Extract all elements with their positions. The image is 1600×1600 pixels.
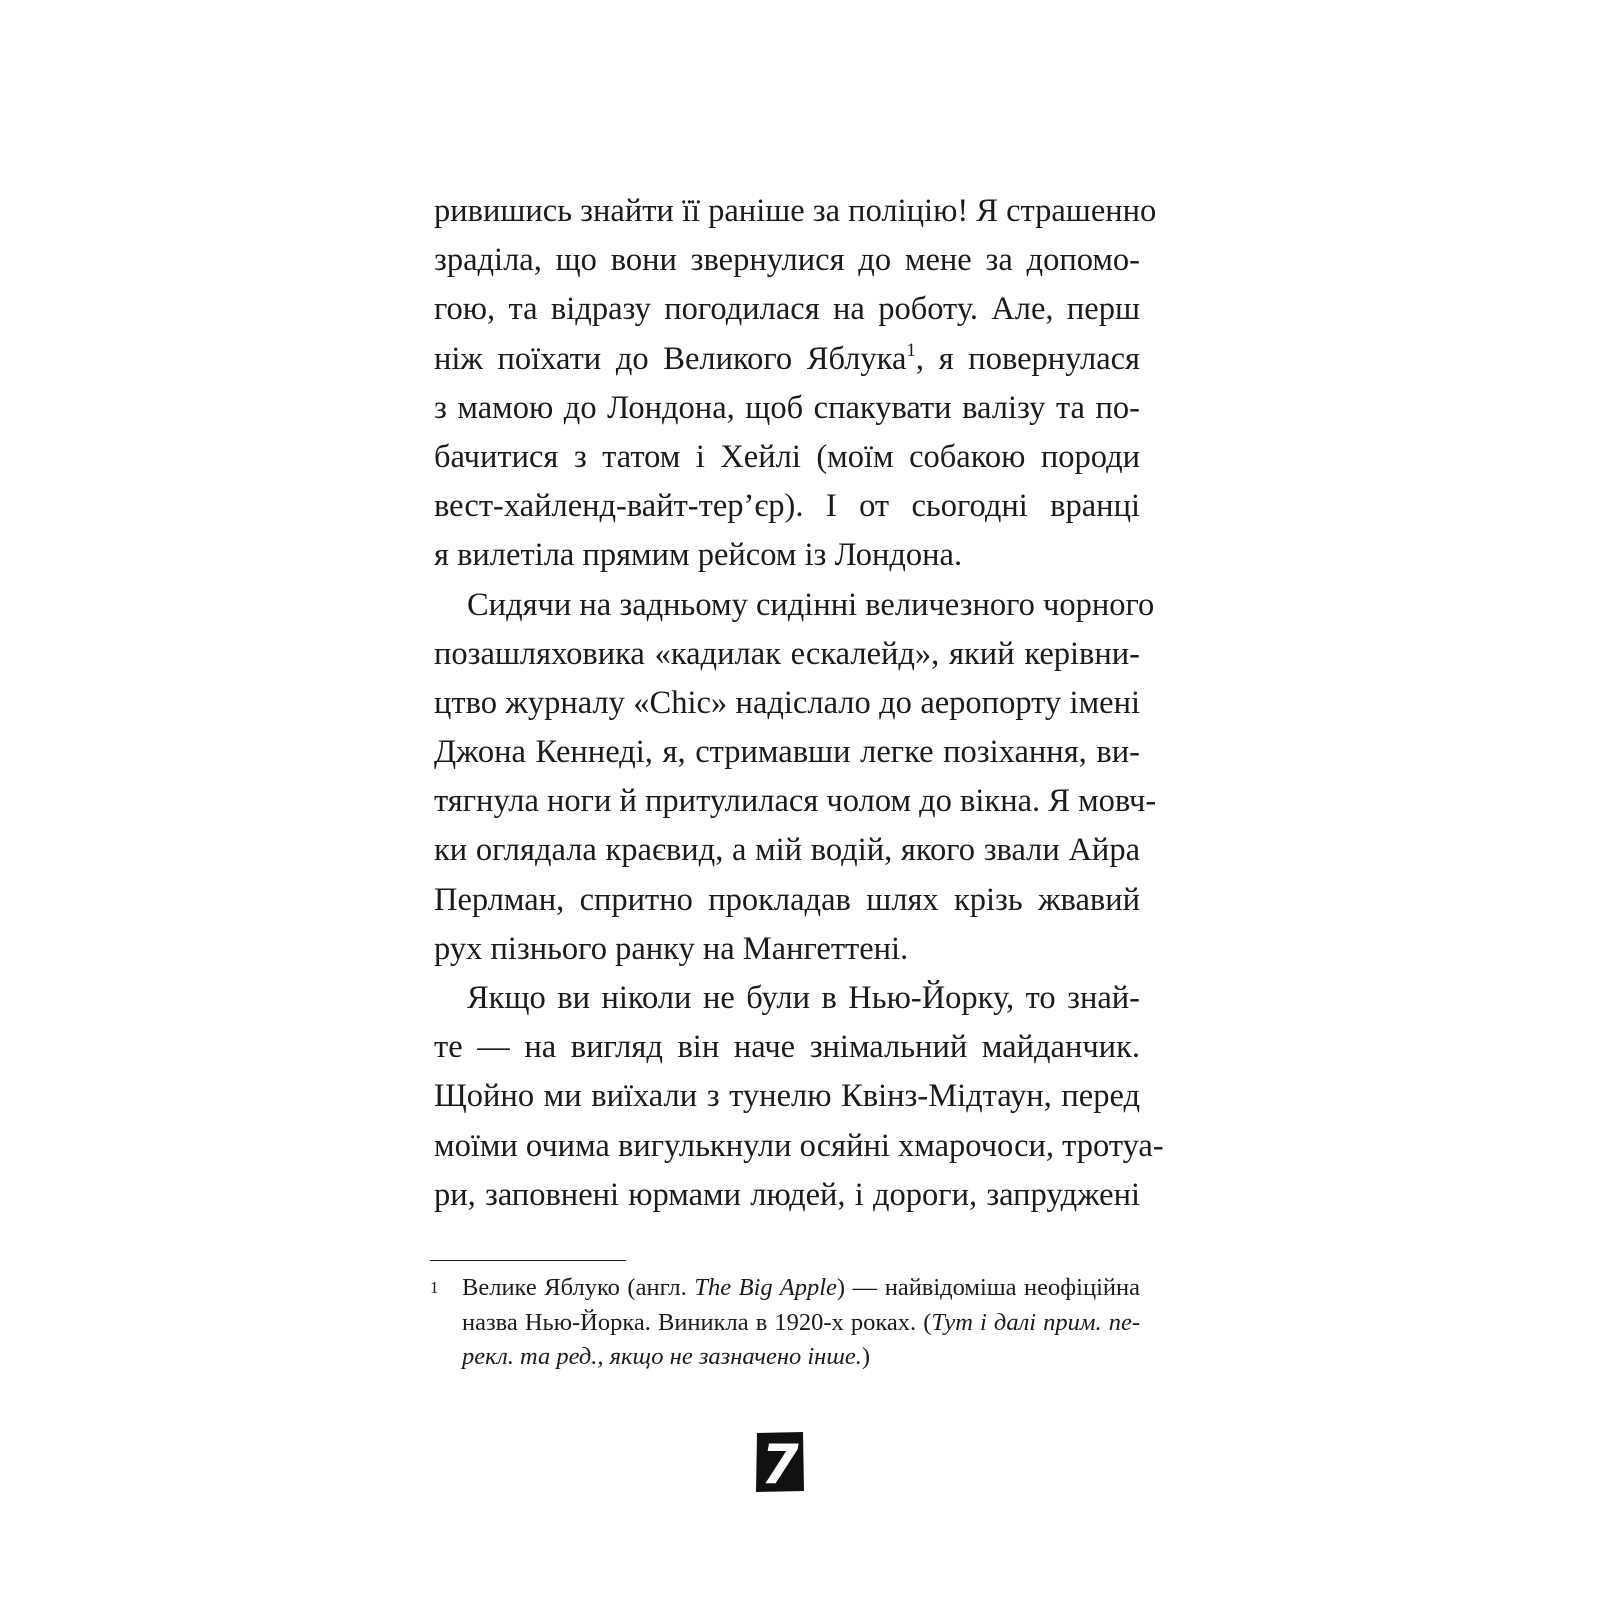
text-line: ки оглядала краєвид, а мій водій, якого звали Айра [434,832,1140,869]
text-line: гою, та відразу погодилася на роботу. Але, перш [434,291,1140,328]
text-line: рух пізнього ранку на Мангеттені. [434,930,909,967]
footnote-text: назва Нью-Йорка. Виникла в 1920-х роках. ( [462,1308,932,1336]
text-line: вест-хайленд-вайт-тер’єр). І от сьогодні вранці [434,488,1140,525]
text-line: ри, заповнені юрмами людей, і дороги, запруджені [434,1176,1140,1213]
text-fragment: ніж поїхати до Великого Яблука [434,340,907,377]
footnote-marker: 1 [430,1278,439,1297]
footnote-italic-text: The Big Apple [694,1274,837,1301]
text-line: те — на вигляд він наче знімальний майданчик. [434,1029,1140,1066]
page-number [754,1431,806,1493]
footnote-italic-text: Тут і далі прим. пе- [931,1308,1141,1336]
footnote-text: ) [861,1343,870,1370]
text-line: тягнула ноги й притулилася чолом до вікна. Я мовч- [434,783,1157,820]
text-line-with-footnote-ref [434,335,1140,384]
footnote [462,1271,1140,1375]
text-line: з мамою до Лондона, щоб спакувати валізу та по- [434,389,1140,426]
text-line: зраділа, що вони звернулися до мене за допомо- [434,242,1140,279]
text-line: Щойно ми виїхали з тунелю Квінз-Мідтаун, перед [434,1078,1140,1115]
footnote-divider [430,1260,626,1261]
footnote-line [462,1306,1140,1341]
text-line: позашляховика «кадилак ескалейд», який керівни- [434,635,1140,672]
text-line: ривишись знайти її раніше за поліцію! Я страшенно [434,193,1157,229]
text-line: Якщо ви ніколи не були в Нью-Йорку, то знай- [467,980,1140,1016]
text-line: Сидячи на задньому сидінні величезного чорного [467,586,1155,623]
text-line: цтво журналу «Chic» надіслало до аеропорту імені [434,684,1140,721]
body-text [434,187,1164,1220]
footnote-text: Велике Яблуко (англ. [462,1274,695,1301]
footnote-reference: 1 [906,339,916,361]
footnote-line [462,1271,1140,1306]
page-number-label: 7 [761,1433,799,1493]
text-line: я вилетіла прямим рейсом із Лондона. [434,537,963,574]
text-line: моїми очима вигулькнули осяйні хмарочоси, тротуа- [434,1127,1164,1164]
text-line: бачитися з татом і Хейлі (моїм собакою породи [434,438,1140,475]
text-line: Джона Кеннеді, я, стримавши легке позіхання, ви- [434,734,1140,771]
text-line: Перлман, спритно прокладав шлях крізь жвавий [434,881,1140,918]
footnote-italic-text: рекл. та ред., якщо не зазначено інше. [462,1343,862,1370]
footnote-text: ) — найвідоміша неофіційна [836,1274,1140,1301]
text-fragment: , я повернулася [915,340,1141,377]
footnote-line [462,1340,1140,1375]
